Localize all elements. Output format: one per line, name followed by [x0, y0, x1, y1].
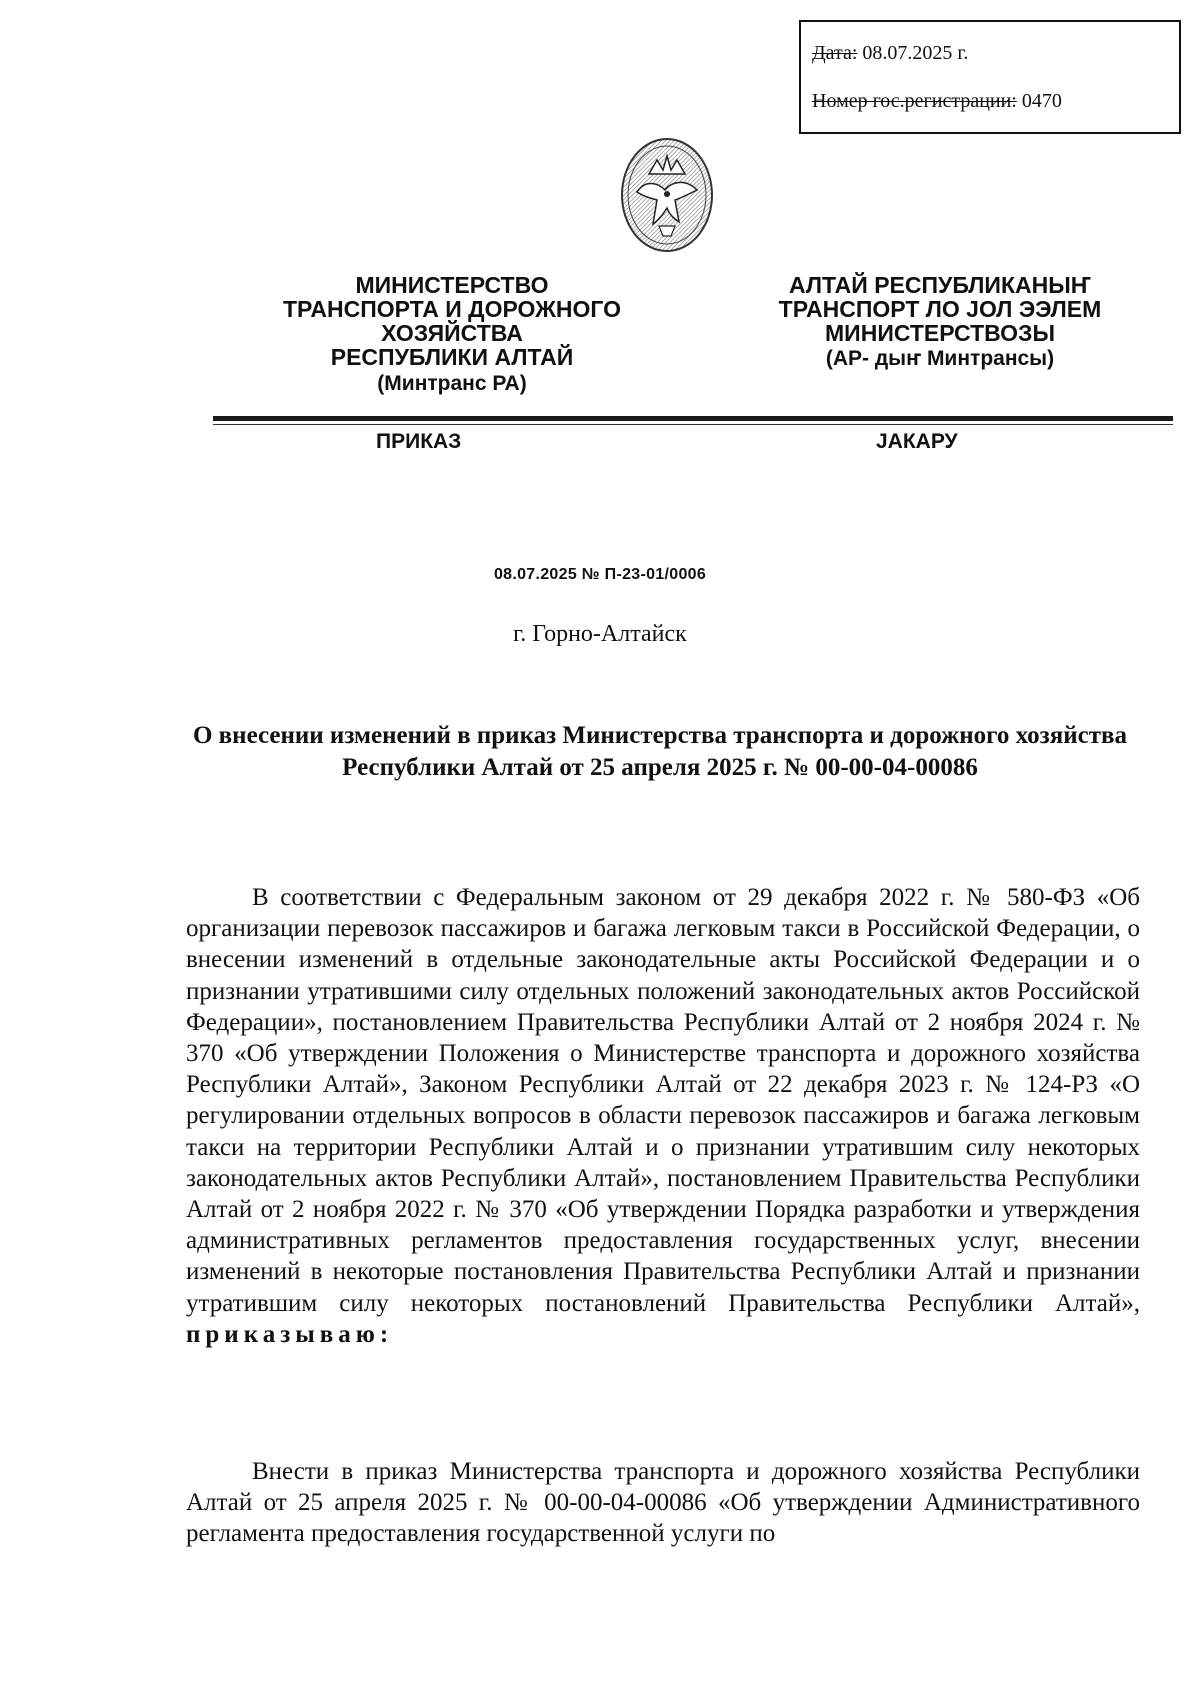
ministry-name-altai — [740, 273, 1140, 371]
registration-date — [812, 42, 968, 65]
ministry-name-russian — [262, 273, 642, 396]
ministry-ru-line-3: ХОЗЯЙСТВА — [381, 320, 523, 346]
registration-date-label: Дата: — [812, 42, 858, 64]
ministry-ru-line-1: МИНИСТЕРСТВО — [355, 272, 549, 298]
registration-number-label: Номер гос.регистрации: — [812, 90, 1017, 112]
ministry-alt-line-2: ТРАНСПОРТ ЛО ЈОЛ ЭЭЛЕМ — [778, 296, 1102, 322]
registration-date-value: 08.07.2025 г. — [862, 42, 969, 64]
ministry-alt-line-1: АЛТАЙ РЕСПУБЛИКАНЫҤ — [789, 272, 1091, 298]
order-title: О внесении изменений в приказ Министерства транспорта и дорожного хозяйства Республики Алтай от 25 апреля 2025 г. № 00-00-04-00086 — [192, 722, 1128, 781]
header-divider-thick — [213, 416, 1173, 421]
preamble-text: В соответствии с Федеральным законом от 29 декабря 2022 г. № 580-ФЗ «Об организации перевозок пассажиров и багажа легковым такси в Российской Федерации, о внесении изменений в отдельные законодательные акты Российской Федерации и о признании утратившими силу отдельных положений законодательных актов Российской Федерации», постановлением Правительства Республики Алтай от 2 ноября 2024 г. № 370 «Об утверждении Положения о Министерстве транспорта и дорожного хозяйства Республики Алтай», Законом Республики Алтай от 22 декабря 2023 г. № 124-РЗ «О регулировании отдельных вопросов в области перевозок пассажиров и багажа легковым такси на территории Республики Алтай и о признании утратившим силу некоторых законодательных актов Республики Алтай», постановлением Правительства Республики Алтай от 2 ноября 2022 г. № 370 «Об утверждении Порядка разработки и утверждения административных регламентов предоставления государственных услуг, внесении изменений в некоторые постановления Правительства Республики Алтай и признании утратившим силу некоторых постановлений Правительства Республики Алтай», — [186, 884, 1140, 1317]
ministry-ru-line-2: ТРАНСПОРТА И ДОРОЖНОГО — [283, 296, 621, 322]
header-divider-thin — [213, 424, 1173, 425]
order-number-line: 08.07.2025 № П-23-01/0006 — [493, 566, 707, 583]
order-clause-paragraph: Внести в приказ Министерства транспорта и дорожного хозяйства Республики Алтай от 25 апреля 2025 г. № 00-00-04-00086 «Об утверждении Административного регламента предоставления государственной услуги по — [186, 1458, 1140, 1548]
registration-number-value: 0470 — [1021, 90, 1062, 112]
registration-number — [812, 90, 1062, 113]
ministry-ru-abbreviation: (Минтранс РА) — [377, 372, 527, 395]
command-word: приказываю: — [186, 1320, 394, 1348]
ministry-alt-abbreviation: (АР- дыҥ Минтрансы) — [825, 347, 1055, 370]
ministry-ru-line-4: РЕСПУБЛИКИ АЛТАЙ — [330, 344, 574, 370]
city-name: г. Горно-Алтайск — [513, 621, 687, 647]
doc-type-altai: ЈАКАРУ — [876, 430, 958, 453]
registration-stamp — [799, 20, 1181, 134]
coat-of-arms-emblem — [619, 136, 715, 254]
doc-type-russian: ПРИКАЗ — [376, 430, 462, 453]
preamble-paragraph — [186, 882, 1140, 1350]
ministry-alt-line-3: МИНИСТЕРСТВОЗЫ — [825, 320, 1055, 346]
